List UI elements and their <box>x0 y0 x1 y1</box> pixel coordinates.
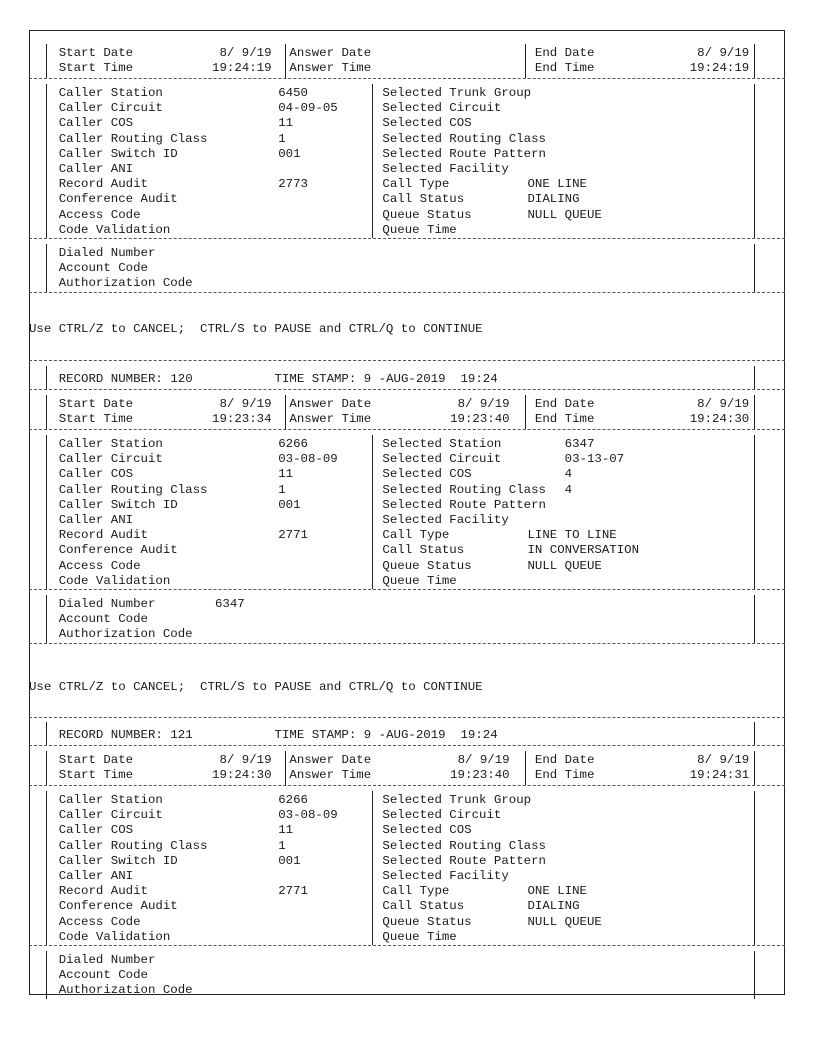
box-rule <box>525 44 526 78</box>
box-rule <box>754 595 755 643</box>
end-time-label: End Time <box>534 768 595 782</box>
caller-station-label: Caller Station <box>58 793 163 807</box>
selected-first-value: 6347 <box>564 437 595 451</box>
authorization-code-row <box>29 276 785 291</box>
box-rule <box>754 951 755 999</box>
account-code-row <box>29 261 785 276</box>
caller-routing-class-value: 1 <box>278 482 286 497</box>
call-type-value: ONE LINE <box>527 884 587 899</box>
start-date-label: Start Date <box>58 753 134 767</box>
box-rule <box>372 84 373 238</box>
call-status-value: DIALING <box>527 899 580 914</box>
caller-station-label: Caller Station <box>58 437 163 451</box>
queue-status-label: Queue Status <box>382 558 472 573</box>
detail-row <box>29 177 785 192</box>
caller-circuit-value: 04-09-05 <box>278 101 338 116</box>
time-stamp-label: TIME STAMP: <box>274 372 357 386</box>
account-code-label: Account Code <box>58 968 148 983</box>
box-rule <box>46 244 47 292</box>
dialed-number-label: Dialed Number <box>58 953 156 967</box>
caller-ani-label: Caller ANI <box>58 513 134 527</box>
selected-first-label: Selected Station <box>382 437 502 451</box>
queue-status-label: Queue Status <box>382 207 472 222</box>
authorization-code-label: Authorization Code <box>58 276 193 291</box>
record-number-value: 120 <box>170 372 193 386</box>
selected-first-label: Selected Trunk Group <box>382 86 532 100</box>
end-time-label: End Time <box>534 412 595 426</box>
caller-routing-class-label: Caller Routing Class <box>58 482 208 497</box>
record-audit-label: Record Audit <box>58 884 148 899</box>
detail-row <box>29 839 785 854</box>
detail-row <box>29 132 785 147</box>
detail-row <box>29 147 785 162</box>
account-code-row <box>29 968 785 983</box>
caller-circuit-label: Caller Circuit <box>58 808 163 823</box>
detail-row <box>29 574 785 589</box>
account-code-row <box>29 612 785 627</box>
start-time-value: 19:23:34 <box>212 412 272 426</box>
detail-row <box>29 467 785 482</box>
queue-time-label: Queue Time <box>382 222 457 237</box>
selected-circuit-value: 03-13-07 <box>564 452 625 467</box>
record-audit-value: 2771 <box>278 528 308 543</box>
dashed-separator <box>29 429 785 430</box>
caller-switch-id-value: 001 <box>278 497 301 512</box>
end-date-value: 8/ 9/19 <box>697 753 750 767</box>
call-type-value: ONE LINE <box>527 177 587 192</box>
detail-row <box>29 483 785 498</box>
selected-cos-label: Selected COS <box>382 116 472 131</box>
end-time-value: 19:24:30 <box>689 412 750 426</box>
record-audit-value: 2771 <box>278 884 308 899</box>
box-rule <box>754 44 755 78</box>
detail-row <box>29 528 785 543</box>
box-rule <box>754 366 755 389</box>
selected-cos-value: 4 <box>564 467 573 482</box>
dashed-separator <box>29 717 785 718</box>
time-stamp-value: 9 -AUG-2019 19:24 <box>363 372 498 386</box>
time-stamp-label: TIME STAMP: <box>274 728 357 742</box>
start-date-label: Start Date <box>58 46 134 60</box>
queue-status-value: NULL QUEUE <box>527 207 602 222</box>
end-date-label: End Date <box>534 46 595 60</box>
detail-row <box>29 808 785 823</box>
caller-circuit-label: Caller Circuit <box>58 452 163 467</box>
code-validation-label: Code Validation <box>58 222 171 237</box>
answer-date-label: Answer Date <box>289 46 372 60</box>
answer-date-value: 8/ 9/19 <box>457 753 510 767</box>
caller-circuit-value: 03-08-09 <box>278 808 338 823</box>
detail-row <box>29 437 785 452</box>
detail-row <box>29 223 785 238</box>
dashed-separator <box>29 785 785 786</box>
dashed-separator <box>29 389 785 390</box>
box-rule <box>46 84 47 238</box>
caller-switch-id-label: Caller Switch ID <box>58 497 178 512</box>
caller-circuit-value: 03-08-09 <box>278 452 338 467</box>
selected-circuit-label: Selected Circuit <box>382 452 502 467</box>
caller-circuit-label: Caller Circuit <box>58 101 163 116</box>
box-rule <box>754 791 755 945</box>
detail-row <box>29 884 785 899</box>
answer-time-label: Answer Time <box>289 61 372 75</box>
dialed-number-row <box>29 246 785 261</box>
selected-facility-label: Selected Facility <box>382 869 509 883</box>
end-date-value: 8/ 9/19 <box>697 46 750 60</box>
start-time-label: Start Time <box>58 412 134 426</box>
account-code-label: Account Code <box>58 261 148 276</box>
selected-facility-label: Selected Facility <box>382 162 509 176</box>
box-rule <box>46 751 47 785</box>
record-number-label: RECORD NUMBER: <box>58 372 163 386</box>
call-status-label: Call Status <box>382 192 465 207</box>
caller-switch-id-label: Caller Switch ID <box>58 146 178 161</box>
answer-date-value: 8/ 9/19 <box>457 397 510 411</box>
record-number-value: 121 <box>170 728 193 742</box>
call-type-label: Call Type <box>382 528 450 543</box>
box-rule <box>754 84 755 238</box>
detail-row <box>29 930 785 945</box>
detail-row <box>29 86 785 101</box>
authorization-code-row <box>29 627 785 642</box>
start-date-row <box>29 397 785 412</box>
record-number-label: RECORD NUMBER: <box>58 728 163 742</box>
caller-routing-class-label: Caller Routing Class <box>58 838 208 853</box>
end-date-label: End Date <box>534 397 595 411</box>
box-rule <box>525 751 526 785</box>
box-rule <box>46 951 47 999</box>
dashed-separator <box>29 643 785 644</box>
queue-time-label: Queue Time <box>382 929 457 944</box>
authorization-code-label: Authorization Code <box>58 983 193 998</box>
code-validation-label: Code Validation <box>58 573 171 588</box>
dashed-separator <box>29 238 785 239</box>
detail-row <box>29 793 785 808</box>
selected-facility-label: Selected Facility <box>382 513 509 527</box>
dashed-separator <box>29 360 785 361</box>
dashed-separator <box>29 589 785 590</box>
record-audit-value: 2773 <box>278 177 308 192</box>
box-rule <box>46 44 47 78</box>
caller-cos-value: 11 <box>278 116 294 131</box>
dashed-separator <box>29 945 785 946</box>
start-time-value: 19:24:30 <box>212 768 272 782</box>
caller-switch-id-value: 001 <box>278 146 301 161</box>
dialed-number-label: Dialed Number <box>58 246 156 260</box>
dialed-number-row <box>29 597 785 612</box>
footer-message <box>29 322 785 337</box>
conference-audit-label: Conference Audit <box>58 899 178 914</box>
box-rule <box>285 395 286 429</box>
detail-row <box>29 192 785 207</box>
record-header <box>29 728 785 743</box>
call-status-label: Call Status <box>382 899 465 914</box>
box-rule <box>372 791 373 945</box>
detail-row <box>29 101 785 116</box>
caller-cos-label: Caller COS <box>58 823 134 838</box>
box-rule <box>46 791 47 945</box>
start-time-row <box>29 61 785 76</box>
start-date-value: 8/ 9/19 <box>219 46 272 60</box>
detail-row <box>29 823 785 838</box>
end-time-value: 19:24:19 <box>689 61 750 75</box>
caller-station-value: 6450 <box>278 86 308 100</box>
dashed-separator <box>29 745 785 746</box>
start-time-row <box>29 412 785 427</box>
answer-time-label: Answer Time <box>289 412 372 426</box>
detail-row <box>29 116 785 131</box>
call-status-value: DIALING <box>527 192 580 207</box>
end-date-label: End Date <box>534 753 595 767</box>
box-rule <box>525 395 526 429</box>
record-audit-label: Record Audit <box>58 177 148 192</box>
start-date-label: Start Date <box>58 397 134 411</box>
authorization-code-row <box>29 983 785 998</box>
record-audit-label: Record Audit <box>58 528 148 543</box>
dashed-separator <box>29 292 785 293</box>
box-rule <box>46 366 47 389</box>
start-time-label: Start Time <box>58 768 134 782</box>
access-code-label: Access Code <box>58 558 141 573</box>
caller-routing-class-value: 1 <box>278 131 286 146</box>
selected-routing-class-value: 4 <box>564 482 573 497</box>
end-date-value: 8/ 9/19 <box>697 397 750 411</box>
box-rule <box>372 435 373 589</box>
end-time-value: 19:24:31 <box>689 768 750 782</box>
detail-row <box>29 559 785 574</box>
box-rule <box>754 722 755 745</box>
detail-row <box>29 162 785 177</box>
answer-date-label: Answer Date <box>289 753 372 767</box>
detail-row <box>29 452 785 467</box>
account-code-label: Account Code <box>58 612 148 627</box>
answer-time-label: Answer Time <box>289 768 372 782</box>
authorization-code-label: Authorization Code <box>58 627 193 642</box>
selected-routing-class-label: Selected Routing Class <box>382 482 546 497</box>
box-rule <box>285 44 286 78</box>
box-rule <box>285 751 286 785</box>
caller-routing-class-label: Caller Routing Class <box>58 131 208 146</box>
detail-row <box>29 869 785 884</box>
start-time-value: 19:24:19 <box>212 61 272 75</box>
call-type-value: LINE TO LINE <box>527 528 617 543</box>
selected-first-label: Selected Trunk Group <box>382 793 532 807</box>
start-date-row <box>29 753 785 768</box>
footer-message <box>29 680 785 695</box>
detail-row <box>29 498 785 513</box>
detail-row <box>29 208 785 223</box>
caller-ani-label: Caller ANI <box>58 162 134 176</box>
selected-route-pattern-label: Selected Route Pattern <box>382 146 546 161</box>
detail-row <box>29 854 785 869</box>
dialed-number-label: Dialed Number <box>58 597 156 611</box>
dialed-number-value: 6347 <box>215 597 245 611</box>
caller-cos-value: 11 <box>278 823 294 838</box>
caller-switch-id-label: Caller Switch ID <box>58 853 178 868</box>
box-rule <box>754 435 755 589</box>
access-code-label: Access Code <box>58 207 141 222</box>
caller-cos-value: 11 <box>278 467 294 482</box>
queue-status-value: NULL QUEUE <box>527 558 602 573</box>
access-code-label: Access Code <box>58 914 141 929</box>
caller-routing-class-value: 1 <box>278 838 286 853</box>
answer-date-label: Answer Date <box>289 397 372 411</box>
start-date-value: 8/ 9/19 <box>219 397 272 411</box>
caller-cos-label: Caller COS <box>58 116 134 131</box>
answer-time-value: 19:23:40 <box>450 412 510 426</box>
call-type-label: Call Type <box>382 884 450 899</box>
caller-cos-label: Caller COS <box>58 467 134 482</box>
box-rule <box>754 244 755 292</box>
dialed-number-row <box>29 953 785 968</box>
queue-status-value: NULL QUEUE <box>527 914 602 929</box>
caller-ani-label: Caller ANI <box>58 869 134 883</box>
selected-circuit-label: Selected Circuit <box>382 808 502 823</box>
footer-message-text: Use CTRL/Z to CANCEL; CTRL/S to PAUSE and CTRL/Q to CONTINUE <box>29 680 483 694</box>
selected-circuit-label: Selected Circuit <box>382 101 502 116</box>
conference-audit-label: Conference Audit <box>58 543 178 558</box>
box-rule <box>754 395 755 429</box>
end-time-label: End Time <box>534 61 595 75</box>
caller-station-value: 6266 <box>278 437 308 451</box>
queue-status-label: Queue Status <box>382 914 472 929</box>
code-validation-label: Code Validation <box>58 929 171 944</box>
selected-cos-label: Selected COS <box>382 467 472 482</box>
time-stamp-value: 9 -AUG-2019 19:24 <box>363 728 498 742</box>
call-type-label: Call Type <box>382 177 450 192</box>
start-date-value: 8/ 9/19 <box>219 753 272 767</box>
selected-route-pattern-label: Selected Route Pattern <box>382 853 546 868</box>
call-status-label: Call Status <box>382 543 465 558</box>
selected-cos-label: Selected COS <box>382 823 472 838</box>
detail-row <box>29 513 785 528</box>
selected-routing-class-label: Selected Routing Class <box>382 131 546 146</box>
footer-message-text: Use CTRL/Z to CANCEL; CTRL/S to PAUSE and CTRL/Q to CONTINUE <box>29 322 483 336</box>
conference-audit-label: Conference Audit <box>58 192 178 207</box>
box-rule <box>46 395 47 429</box>
caller-station-label: Caller Station <box>58 86 163 100</box>
start-time-label: Start Time <box>58 61 134 75</box>
start-date-row <box>29 46 785 61</box>
box-rule <box>46 595 47 643</box>
answer-time-value: 19:23:40 <box>450 768 510 782</box>
dashed-separator <box>29 78 785 79</box>
box-rule <box>46 722 47 745</box>
queue-time-label: Queue Time <box>382 573 457 588</box>
start-time-row <box>29 768 785 783</box>
caller-switch-id-value: 001 <box>278 853 301 868</box>
selected-routing-class-label: Selected Routing Class <box>382 838 546 853</box>
selected-route-pattern-label: Selected Route Pattern <box>382 497 546 512</box>
box-rule <box>46 435 47 589</box>
detail-row <box>29 899 785 914</box>
detail-row <box>29 543 785 558</box>
record-header <box>29 372 785 387</box>
box-rule <box>754 751 755 785</box>
detail-row <box>29 915 785 930</box>
call-status-value: IN CONVERSATION <box>527 543 640 558</box>
caller-station-value: 6266 <box>278 793 308 807</box>
